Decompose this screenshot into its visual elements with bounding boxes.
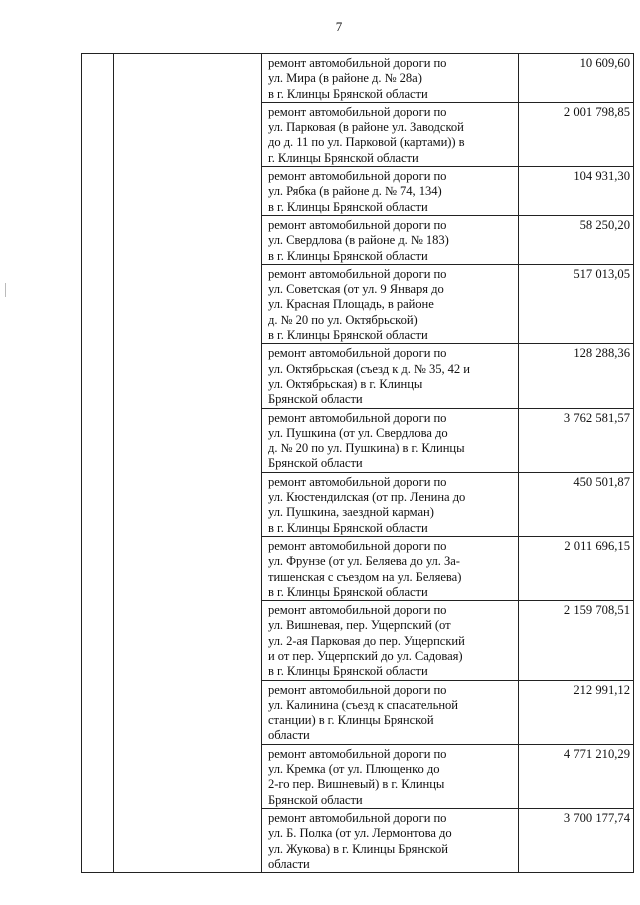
description-line: ул. Октябрьская (съезд к д. № 35, 42 и [268,361,470,376]
description-line: ул. Парковая (в районе ул. Заводской [268,120,464,135]
work-description-cell [262,344,519,408]
amount-cell: 2 001 798,85 [519,102,634,166]
amount-cell: 2 011 696,15 [519,536,634,600]
work-description-cell [262,102,519,166]
amount-cell: 450 501,87 [519,472,634,536]
table-row [82,54,634,103]
description-line: д. № 20 по ул. Пушкина) в г. Клинцы [268,441,465,456]
description-line: 2-го пер. Вишневый) в г. Клинцы [268,777,445,792]
work-description-cell [262,601,519,680]
work-description-cell [262,167,519,216]
description-line: ул. Рябка (в районе д. № 74, 134) [268,184,442,199]
description-line: ремонт автомобильной дороги по [268,538,447,553]
description-line: ремонт автомобильной дороги по [268,56,447,70]
description-line: ул. Калинина (съезд к спасательной [268,697,458,712]
description-line: ул. Октябрьская) в г. Клинцы [268,376,423,391]
work-description-cell [262,808,519,872]
amount-cell: 4 771 210,29 [519,744,634,808]
description-line: ул. Пушкина (от ул. Свердлова до [268,425,448,440]
work-description-cell [262,54,519,103]
work-description-cell [262,744,519,808]
amount-cell: 3 700 177,74 [519,808,634,872]
work-description-cell [262,680,519,744]
description-line: станции) в г. Клинцы Брянской [268,713,434,728]
amount-cell: 517 013,05 [519,264,634,343]
amount-cell: 3 762 581,57 [519,408,634,472]
page-number: 7 [335,19,343,34]
description-line: ремонт автомобильной дороги по [268,682,447,697]
amount-cell: 58 250,20 [519,215,634,264]
description-line: в г. Клинцы Брянской области [268,328,428,343]
description-line: ремонт автомобильной дороги по [268,474,447,489]
description-line: ремонт автомобильной дороги по [268,410,447,425]
description-line: в г. Клинцы Брянской области [268,248,428,263]
description-line: ремонт автомобильной дороги по [268,169,447,184]
description-line: области [268,856,310,871]
description-line: ул. 2-ая Парковая до пер. Ущерпский [268,633,465,648]
description-line: в г. Клинцы Брянской области [268,584,428,599]
description-line: ул. Жукова) в г. Клинцы Брянской [268,841,448,856]
description-line: Брянской области [268,456,363,471]
description-line: ремонт автомобильной дороги по [268,603,447,618]
amount-cell: 104 931,30 [519,167,634,216]
description-line: ремонт автомобильной дороги по [268,810,447,825]
description-line: ремонт автомобильной дороги по [268,746,447,761]
description-line: области [268,728,310,743]
description-line: в г. Клинцы Брянской области [268,664,428,679]
description-line: ул. Красная Площадь, в районе [268,297,434,312]
description-line: в г. Клинцы Брянской области [268,86,428,101]
description-line: ремонт автомобильной дороги по [268,104,447,119]
work-description-cell [262,536,519,600]
description-line: ремонт автомобильной дороги по [268,217,447,232]
description-line: тишенская с съездом на ул. Беляева) [268,569,462,584]
description-line: д. № 20 по ул. Октябрьской) [268,312,418,327]
work-description-cell [262,215,519,264]
description-line: ул. Вишневая, пер. Ущерпский (от [268,618,451,633]
description-line: ул. Б. Полка (от ул. Лермонтова до [268,826,452,841]
amount-cell: 2 159 708,51 [519,601,634,680]
description-line: ул. Кюстендилская (от пр. Ленина до [268,490,466,505]
work-description-cell [262,408,519,472]
description-line: Брянской области [268,792,363,807]
description-line: в г. Клинцы Брянской области [268,520,428,535]
blank-cell-category [114,54,262,873]
description-line: ул. Кремка (от ул. Плющенко до [268,762,440,777]
description-line: ремонт автомобильной дороги по [268,266,447,281]
description-line: ул. Советская (от ул. 9 Января до [268,282,444,297]
table-body [82,54,634,873]
description-line: до д. 11 по ул. Парковой (картами)) в [268,135,465,150]
description-line: и от пер. Ущерпский до ул. Садовая) [268,648,463,663]
work-description-cell [262,472,519,536]
road-repair-table [81,53,634,873]
description-line: ул. Свердлова (в районе д. № 183) [268,233,449,248]
description-line: ул. Фрунзе (от ул. Беляева до ул. За- [268,554,460,569]
amount-cell: 10 609,60 [519,54,634,103]
description-line: Брянской области [268,392,363,407]
margin-mark [5,283,6,297]
description-line: в г. Клинцы Брянской области [268,199,428,214]
work-description-cell [262,264,519,343]
description-line: ул. Пушкина, заездной карман) [268,505,434,520]
description-line: ремонт автомобильной дороги по [268,346,447,361]
description-line: ул. Мира (в районе д. № 28а) [268,71,422,86]
blank-cell-number [82,54,114,873]
amount-cell: 128 288,36 [519,344,634,408]
description-line: г. Клинцы Брянской области [268,150,419,165]
amount-cell: 212 991,12 [519,680,634,744]
